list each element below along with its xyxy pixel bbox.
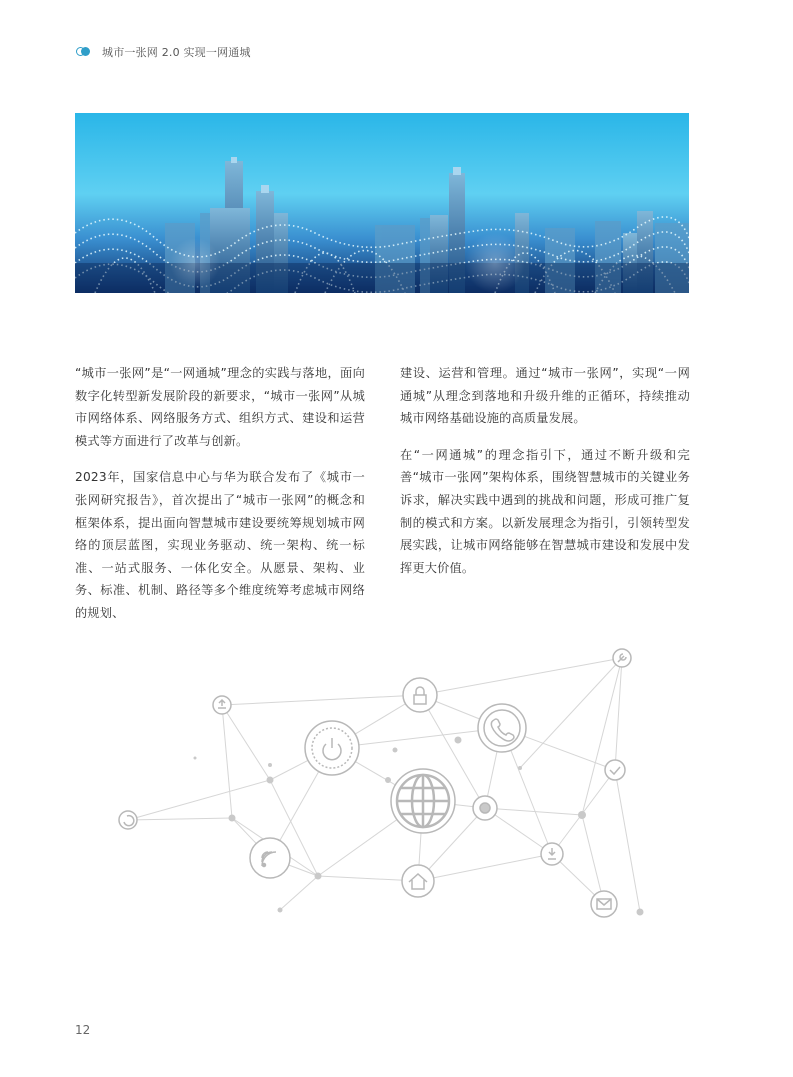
- mail-icon: [591, 891, 617, 917]
- running-header: [76, 44, 251, 60]
- home-icon: [402, 865, 434, 897]
- network-illustration: [110, 640, 670, 930]
- target-icon: [473, 796, 497, 820]
- body-paragraph: 建设、运营和管理。通过“城市一张网”，实现“一网通城”从理念到落地和升级升维的正循环，持续推动城市网络基础设施的高质量发展。: [400, 366, 690, 426]
- body-column-left: [75, 362, 365, 639]
- city-skyline-image: [75, 113, 689, 293]
- city-skyline-banner: [75, 113, 689, 293]
- brand-logo-icon: [76, 46, 92, 58]
- globe-icon: [391, 769, 455, 833]
- refresh-icon: [119, 811, 137, 829]
- wifi-icon: [250, 838, 290, 878]
- network-graph: [110, 640, 670, 930]
- lock-icon: [403, 678, 437, 712]
- page-number: 12: [75, 1023, 91, 1037]
- check-icon: [605, 760, 625, 780]
- body-paragraph: “城市一张网”是“一网通城”理念的实践与落地，面向数字化转型新发展阶段的新要求，“城市一张网”从城市网络体系、网络服务方式、组织方式、建设和运营模式等方面进行了改革与创新。: [75, 366, 365, 448]
- upload-icon: [213, 696, 231, 714]
- wrench-icon: [613, 649, 631, 667]
- body-paragraph: 2023年，国家信息中心与华为联合发布了《城市一张网研究报告》，首次提出了“城市一张网”的概念和框架体系，提出面向智慧城市建设要统筹规划城市网络的顶层蓝图，实现业务驱动、统一架构、统一标准、一站式服务、一体化安全。从愿景、架构、业务、标准、机制、路径等多个维度统筹考虑城市网络的规划、: [75, 470, 365, 620]
- download-icon: [541, 843, 563, 865]
- power-icon: [305, 721, 359, 775]
- body-column-right: [400, 362, 690, 593]
- header-title: 城市一张网 2.0 实现一网通城: [102, 46, 251, 59]
- body-paragraph: 在“一网通城”的理念指引下，通过不断升级和完善“城市一张网”架构体系，围绕智慧城市的关键业务诉求，解决实践中遇到的挑战和问题，形成可推广复制的模式和方案。以新发展理念为指引，引领转型发展实践，让城市网络能够在智慧城市建设和发展中发挥更大价值。: [400, 447, 690, 575]
- phone-icon: [478, 704, 526, 752]
